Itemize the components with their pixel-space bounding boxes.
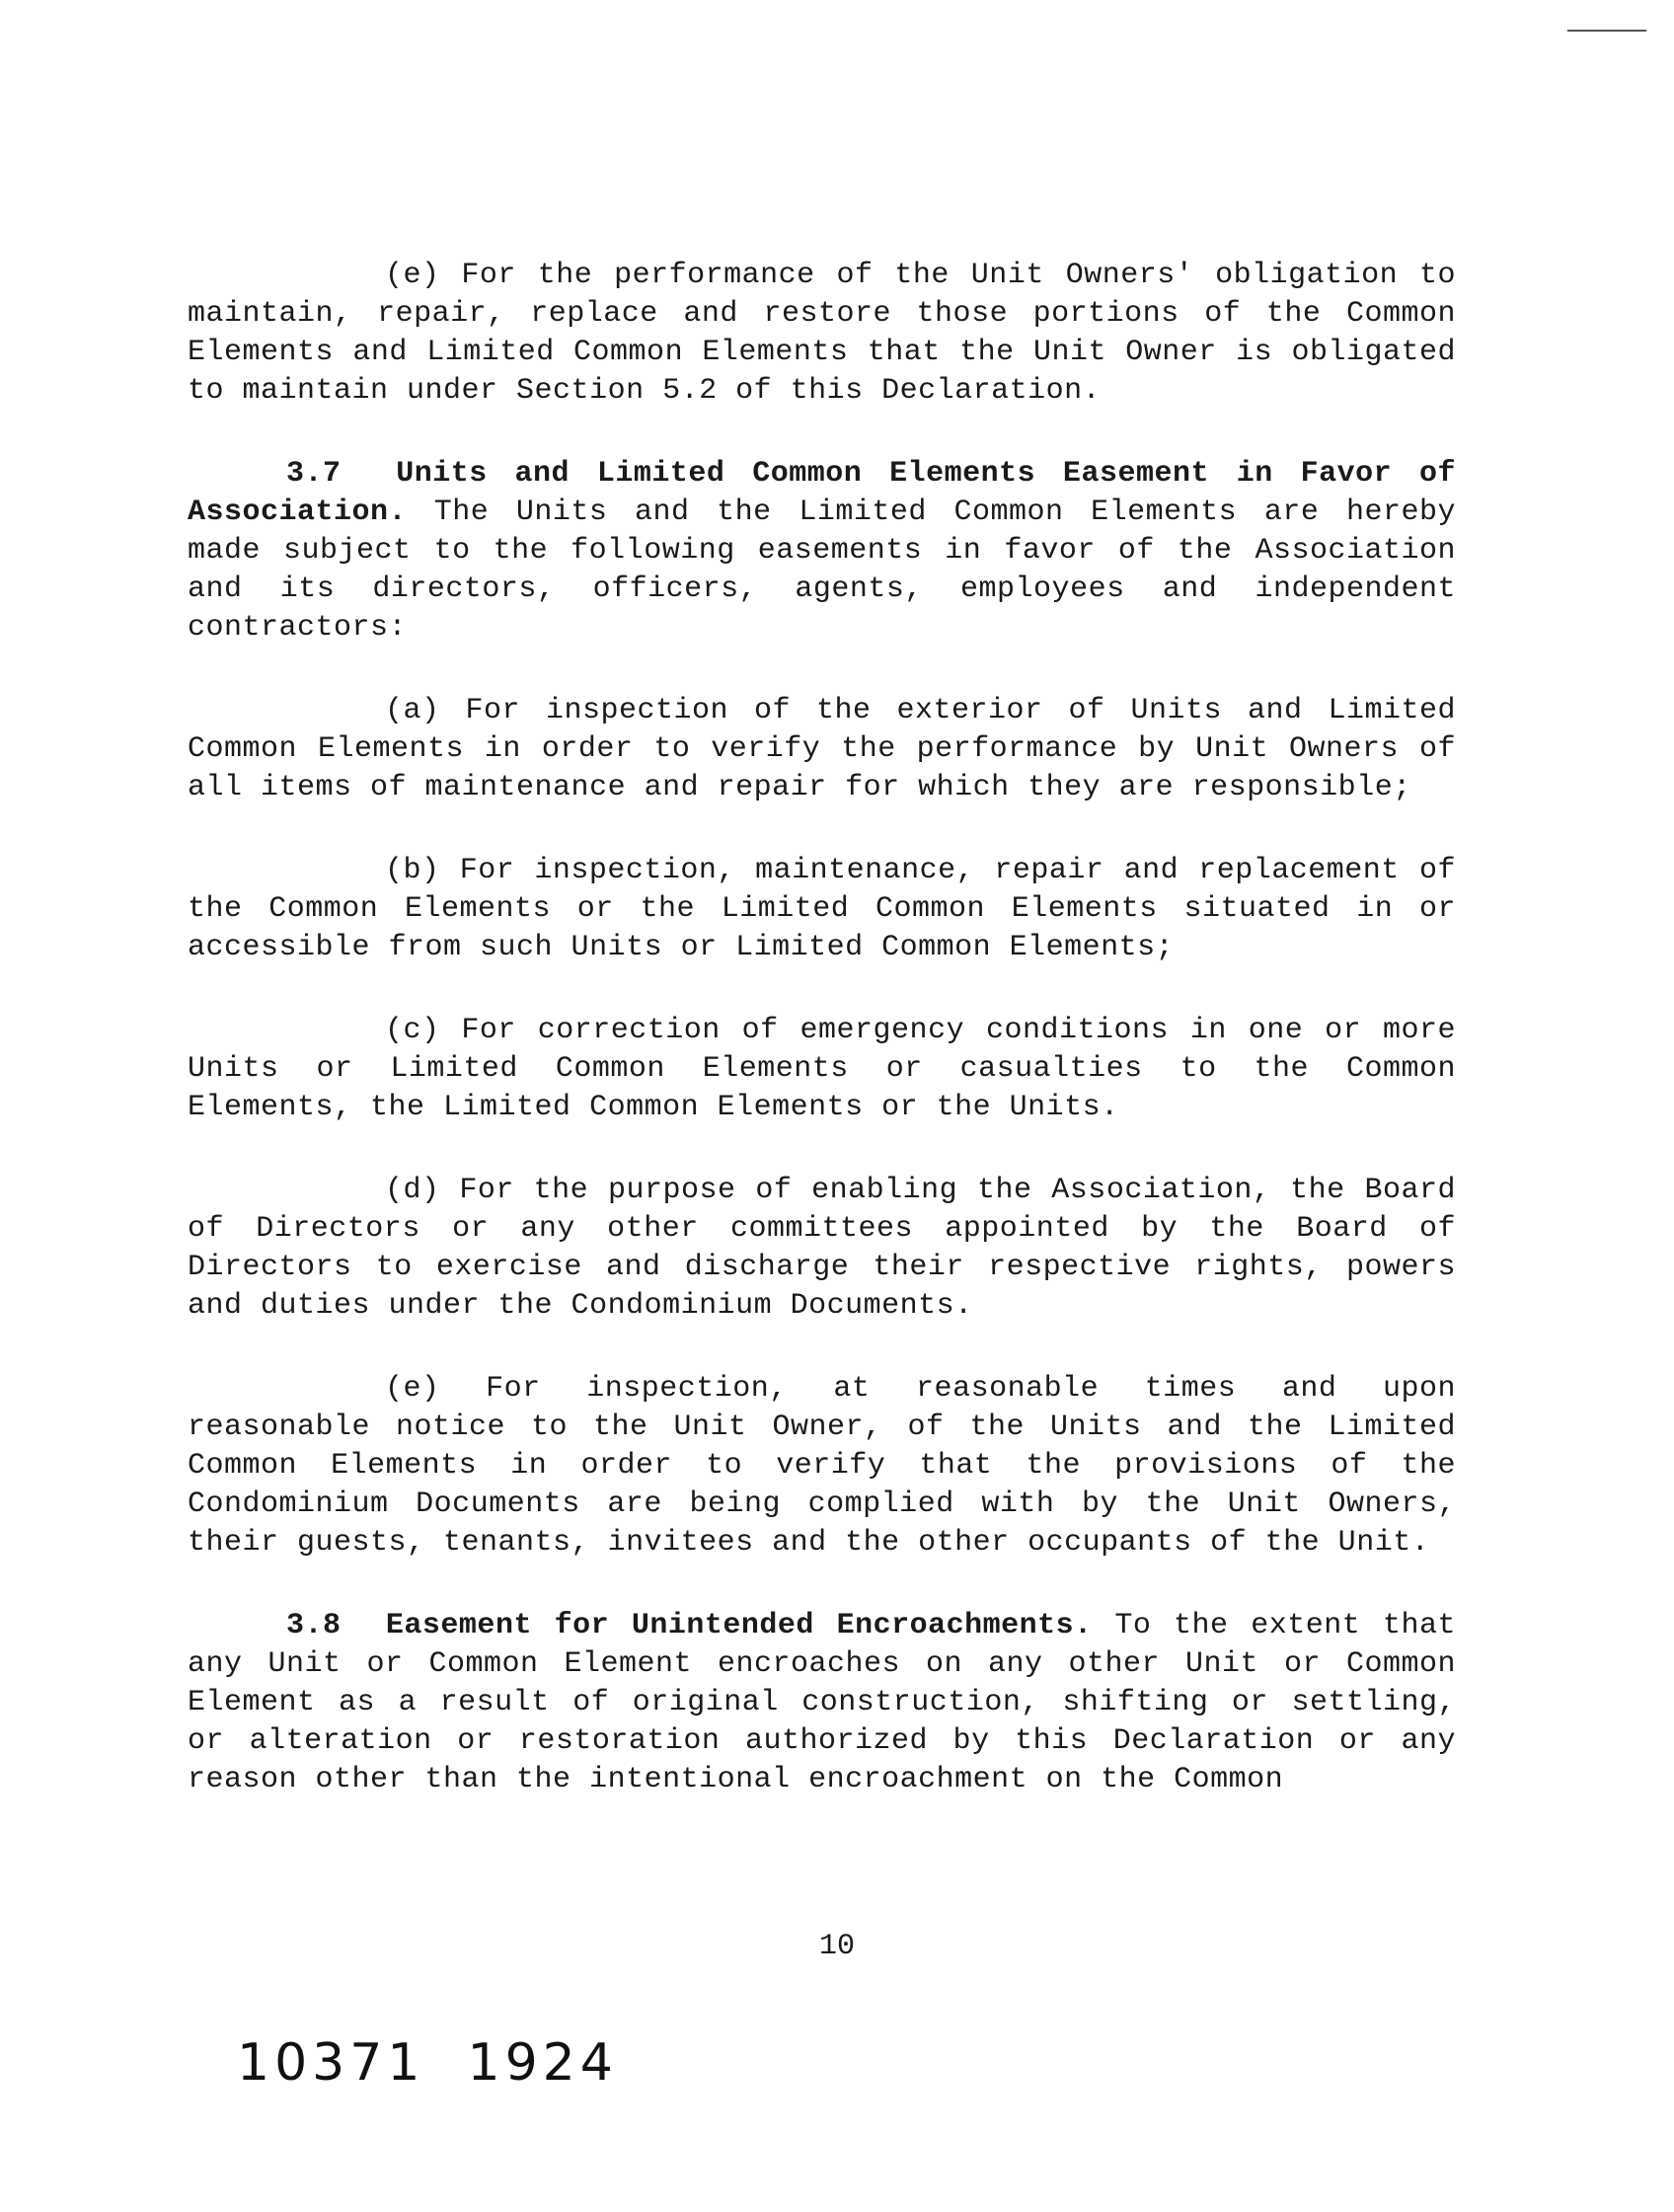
section-text: To the extent that any Unit or Common Element encroaches on any other Unit or Common Element as a result of original construction, shifting or settling, or alteration or restoration authorized by this Declaration or any reason other than the intentional encroachment on the Common <box>188 1609 1456 1796</box>
paragraph-text: (b) For inspection, maintenance, repair and replacement of the Common Elements or the Limited Common Elements situated in or accessible from such Units or Limited Common Elements; <box>188 854 1456 964</box>
paragraph-text: (c) For correction of emergency conditions in one or more Units or Limited Common Elements or casualties to the Common Elements, the Limited Common Elements or the Units. <box>188 1014 1456 1124</box>
paragraph-3-7-b <box>188 852 1456 967</box>
paragraph-3-6-e <box>188 257 1456 411</box>
section-text: The Units and the Limited Common Elements are hereby made subject to the following easements in favor of the Association and its directors, officers, agents, employees and independent contractors: <box>188 496 1456 645</box>
corner-rule <box>1567 30 1646 32</box>
section-number: 3.7 <box>286 457 342 491</box>
paragraph-3-7-e <box>188 1370 1456 1563</box>
section-number: 3.8 <box>286 1609 342 1642</box>
paragraph-text: (e) For the performance of the Unit Owners' obligation to maintain, repair, replace and restore those portions of the Common Elements and Limited Common Elements that the Unit Owner is obligated to maintain under Section 5.2 of this Declaration. <box>188 259 1456 408</box>
paragraph-3-7-a <box>188 692 1456 807</box>
section-3-8 <box>188 1607 1456 1799</box>
page-number: 10 <box>818 1930 855 1963</box>
paragraph-text: (d) For the purpose of enabling the Association, the Board of Directors or any other committees appointed by the Board of Directors to exercise and discharge their respective rights, powers and duties under the Condominium Documents. <box>188 1174 1456 1323</box>
recording-reference: 10371 1924 <box>237 2033 618 2093</box>
document-body <box>188 257 1456 1844</box>
section-3-7 <box>188 455 1456 648</box>
section-title: Easement for Unintended Encroachments. <box>385 1609 1093 1642</box>
paragraph-text: (e) For inspection, at reasonable times and upon reasonable notice to the Unit Owner, of the Units and the Limited Common Elements in order to verify that the provisions of the Condominium Documents are being complied with by the Unit Owners, their guests, tenants, invitees and the other occupants of the Unit. <box>188 1372 1456 1560</box>
paragraph-3-7-d <box>188 1172 1456 1326</box>
section-title: Units and Limited Common Elements Easement in Favor of Association. <box>188 457 1456 529</box>
paragraph-text: (a) For inspection of the exterior of Units and Limited Common Elements in order to verify the performance by Unit Owners of all items of maintenance and repair for which they are responsible; <box>188 694 1456 804</box>
paragraph-3-7-c <box>188 1012 1456 1127</box>
